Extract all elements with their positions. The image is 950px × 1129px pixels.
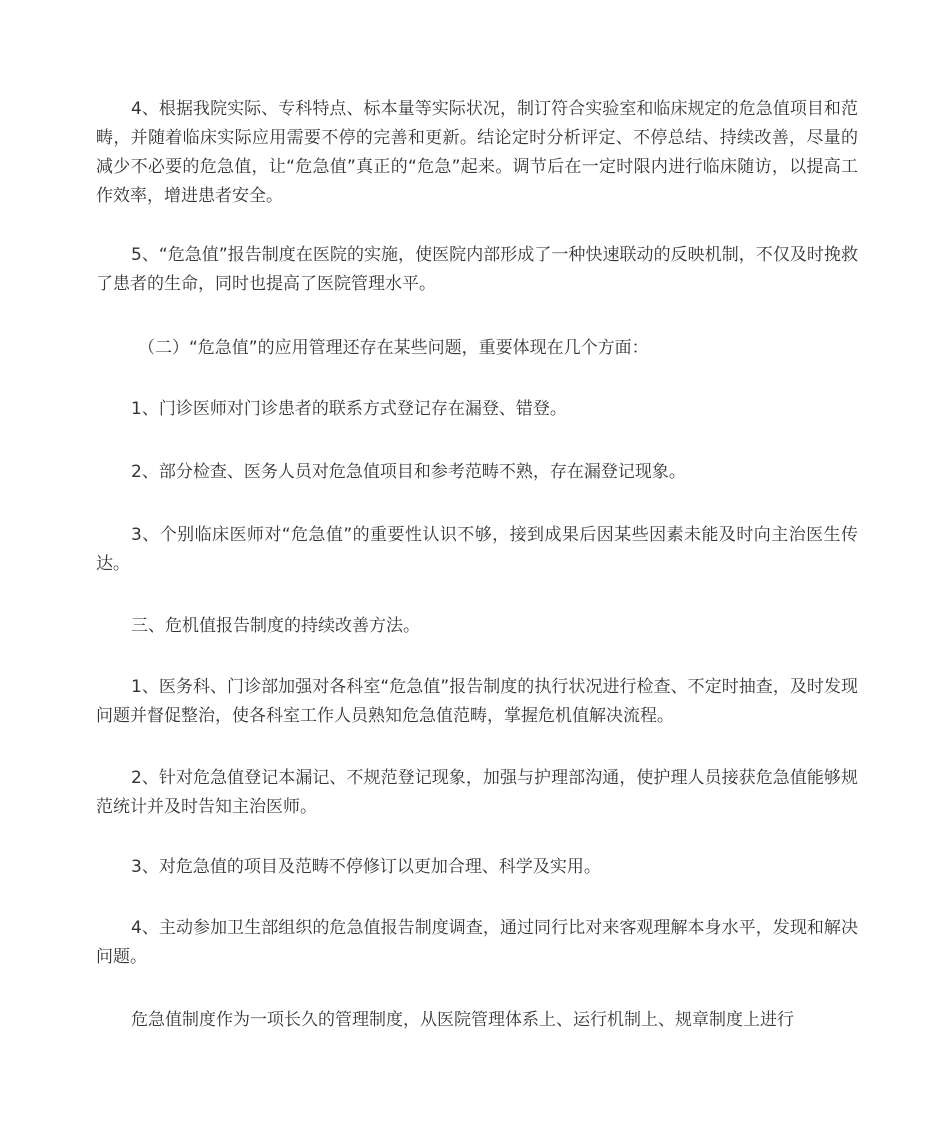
paragraph-improvement-3: 3、对危急值的项目及范畴不停修订以更加合理、科学及实用。 bbox=[131, 857, 601, 877]
paragraph-item-4-danger-value-scope: 4、根据我院实际、专科特点、标本量等实际状况，制订符合实验室和临床规定的危急值项目和范畴，并随着临床实际应用需要不停的完善和更新。结论定时分析评定、不停总结、持续改善，尽量的减少不必要的危急值，让“危急值”真正的“危急”起来。调节后在一定时限内进行临床随访，以提高工作效率，增进患者安全。 bbox=[96, 99, 858, 206]
paragraph-improvement-4: 4、主动参加卫生部组织的危急值报告制度调查，通过同行比对来客观理解本身水平，发现和解决问题。 bbox=[96, 918, 858, 967]
section-heading-improvement: 三、危机值报告制度的持续改善方法。 bbox=[131, 616, 420, 636]
paragraph-improvement-1: 1、医务科、门诊部加强对各科室“危急值”报告制度的执行状况进行检查、不定时抽查，及时发现问题并督促整治，使各科室工作人员熟知危急值范畴，掌握危机值解决流程。 bbox=[96, 677, 858, 726]
paragraph-conclusion: 危急值制度作为一项长久的管理制度，从医院管理体系上、运行机制上、规章制度上进行 bbox=[131, 1010, 794, 1030]
paragraph-problem-3: 3、个别临床医师对“危急值”的重要性认识不够，接到成果后因某些因素未能及时向主治医生传达。 bbox=[96, 525, 858, 574]
paragraph-item-5-report-system: 5、“危急值”报告制度在医院的实施，使医院内部形成了一种快速联动的反映机制，不仅及时挽救了患者的生命，同时也提高了医院管理水平。 bbox=[96, 245, 858, 294]
paragraph-problem-1: 1、门诊医师对门诊患者的联系方式登记存在漏登、错登。 bbox=[131, 399, 567, 419]
section-heading-problems: （二）“危急值”的应用管理还存在某些问题，重要体现在几个方面： bbox=[138, 338, 649, 358]
paragraph-improvement-2: 2、针对危急值登记本漏记、不规范登记现象，加强与护理部沟通，使护理人员接获危急值能够规范统计并及时告知主治医师。 bbox=[96, 768, 858, 817]
paragraph-problem-2: 2、部分检查、医务人员对危急值项目和参考范畴不熟，存在漏登记现象。 bbox=[131, 462, 686, 482]
